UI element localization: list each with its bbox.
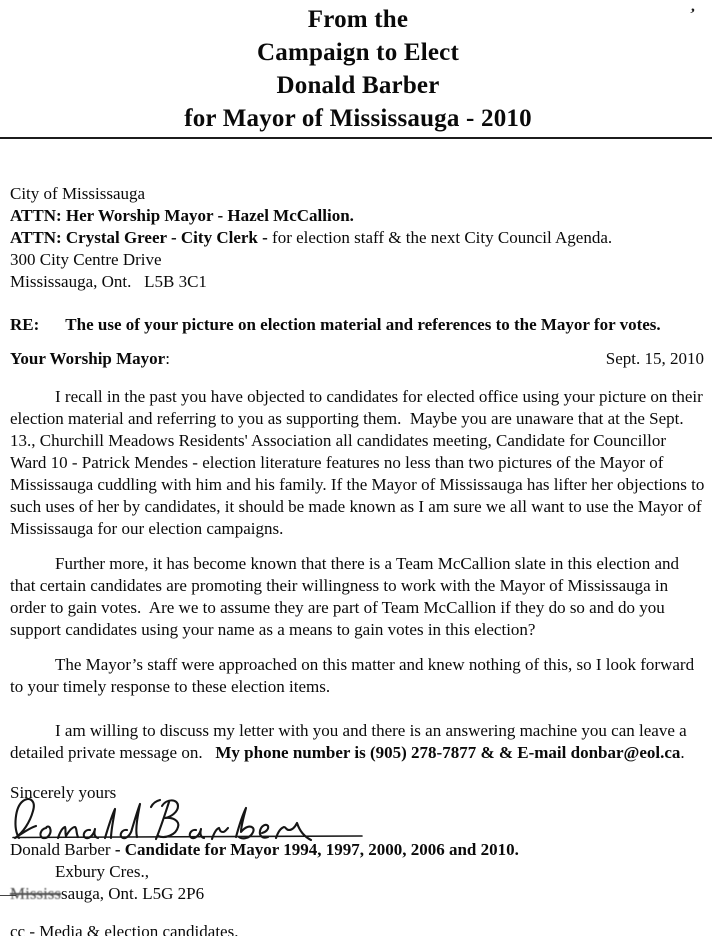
sender-city-postal bbox=[10, 883, 706, 905]
typed-name-line bbox=[10, 839, 706, 861]
recipient-attn-mayor: ATTN: Her Worship Mayor - Hazel McCallion. bbox=[10, 206, 354, 225]
recipient-attn-clerk bbox=[10, 227, 706, 249]
letterhead-line-1: From the bbox=[307, 6, 409, 33]
paragraph-4-regular: I am willing to discuss my letter with you and there is an answering machine you can leave a detailed private message on. bbox=[10, 721, 691, 762]
scan-artifact-mark: ’ bbox=[687, 5, 696, 24]
recipient-city-postal: Mississauga, Ont. L5B 3C1 bbox=[10, 272, 207, 291]
letterhead-divider bbox=[0, 137, 712, 139]
sender-city-postal-rest: sauga, Ont. L5G 2P6 bbox=[61, 884, 205, 903]
salutation-greeting: Your Worship Mayor: bbox=[10, 349, 170, 368]
recipient-attn-clerk-bold: ATTN: Crystal Greer - City Clerk - bbox=[10, 228, 268, 247]
paragraph-4-period: . bbox=[680, 743, 685, 762]
cc-line: cc - Media & election candidates. bbox=[10, 922, 239, 936]
typed-name: Donald Barber bbox=[10, 840, 115, 859]
letterhead-line-3: Donald Barber bbox=[276, 72, 440, 99]
signature bbox=[10, 795, 706, 839]
letterhead bbox=[10, 0, 706, 135]
letter-date: Sept. 15, 2010 bbox=[605, 349, 704, 368]
closing-salutation: Sincerely yours bbox=[10, 783, 117, 802]
recipient-attn-clerk-rest: for election staff & the next City Council Agenda. bbox=[267, 228, 613, 247]
candidate-credentials: - Candidate for Mayor 1994, 1997, 2000, 2006 and 2010. bbox=[114, 840, 519, 859]
recipient-street: 300 City Centre Drive bbox=[10, 250, 162, 269]
paragraph-3: The Mayor’s staff were approached on this matter and knew nothing of this, so I look forward to your timely response to these election items. bbox=[10, 655, 699, 696]
redacted-text: Mississ bbox=[10, 884, 62, 903]
paragraph-2: Further more, it has become known that there is a Team McCallion slate in this election and that certain candidates are promoting their willingness to work with the Mayor of Mississauga in order to gain votes. Are we to assume they are part of Team McCallion if they do so and do you support candidates using your name as a means to gain votes in this election? bbox=[10, 554, 684, 639]
paragraph-4 bbox=[10, 720, 706, 764]
signature-handwriting bbox=[10, 795, 370, 841]
letterhead-line-2: Campaign to Elect bbox=[257, 39, 459, 66]
letterhead-line-4: for Mayor of Mississauga - 2010 bbox=[184, 105, 532, 132]
subject-line bbox=[10, 314, 706, 336]
subject-label: RE: bbox=[10, 315, 40, 334]
sender-street: Exbury Cres., bbox=[55, 862, 149, 881]
recipient-address-block bbox=[10, 183, 706, 293]
subject-text: The use of your picture on election material and references to the Mayor for votes. bbox=[65, 315, 661, 334]
paragraph-1: I recall in the past you have objected to candidates for elected office using your picture on their election material and referring to you as supporting them. Maybe you are unaware that at the Sept. 13., Churchill Meadows Residents' Association all candidates meeting, Candidate for Councillor Ward 10 - Patrick Mendes - election literature features no less than two pictures of the Mayor of Mississauga cuddling with him and his family. If the Mayor of Mississauga has lifter her objections to such uses of her by candidates, it should be made known as I am sure we all want to use the Mayor of Mississauga for our election campaigns. bbox=[10, 387, 709, 538]
recipient-city: City of Mississauga bbox=[10, 184, 146, 203]
salutation-row bbox=[10, 348, 706, 370]
paragraph-4-bold: My phone number is (905) 278-7877 & & E-mail donbar@eol.ca bbox=[215, 743, 681, 762]
